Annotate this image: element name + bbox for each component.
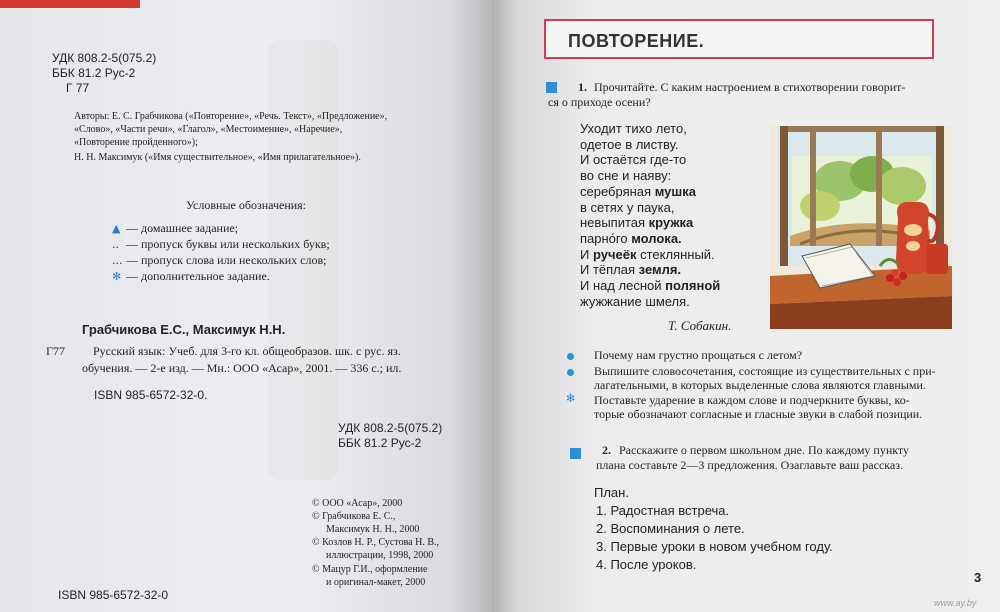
snowflake-icon: ✻ — [566, 392, 576, 405]
copyright-5: иллюстрации, 1998, 2000 — [326, 550, 434, 561]
triangle-icon: ▲ — [112, 222, 121, 235]
poem-text: серебряная — [580, 183, 655, 199]
poem-line — [580, 247, 720, 263]
authors-line-3: «Повторение пройденного»); — [74, 137, 198, 148]
biblio-line-2: обучения. — 2-е изд. — Мн.: ООО «Асар», 2001. — 336 с.; ил. — [82, 361, 402, 375]
question-3-line-2: торые обозначают согласные и гласные звуки в слабой позиции. — [594, 407, 923, 421]
g77-top: Г 77 — [66, 81, 90, 95]
legend-row-missing-word — [112, 253, 326, 268]
red-cover-edge — [0, 0, 140, 8]
udk-bottom: УДК 808.2-5(075.2) — [338, 421, 443, 435]
biblio-line-1: Русский язык: Учеб. для 3-го кл. общеобразов. шк. с рус. яз. — [93, 344, 401, 358]
snowflake-icon: ✻ — [112, 270, 122, 283]
copyright-1: © ООО «Асар», 2000 — [312, 498, 403, 509]
poem-highlighted-word: земля. — [638, 262, 682, 278]
left-page — [0, 0, 492, 612]
question-3-line-1: Поставьте ударение в каждом слове и подчеркните буквы, ко- — [594, 393, 910, 407]
autumn-window-illustration — [770, 126, 952, 329]
isbn-mid: ISBN 985-6572-32-0. — [94, 388, 208, 402]
plan-item-4: 4. После уроков. — [596, 557, 697, 572]
exercise-1-line-2: ся о приходе осени? — [548, 95, 651, 109]
poem-text: И остаётся где-то — [580, 152, 687, 168]
watermark: www.ay.by — [934, 598, 977, 608]
poem-line — [580, 262, 720, 278]
poem-text: одетое в листву. — [580, 136, 679, 152]
poem-highlighted-word: ручеёк — [592, 246, 637, 262]
legend-text: — дополнительное задание. — [126, 269, 270, 283]
exercise-1-number: 1. — [578, 80, 587, 94]
legend-row-extra-task — [112, 269, 270, 284]
section-title-box — [544, 19, 934, 59]
bullet-dot-icon — [567, 353, 574, 360]
poem-text: во сне и наяву: — [580, 168, 672, 184]
legend-text: — пропуск слова или нескольких слов; — [126, 253, 327, 267]
poem-text: Уходит тихо лето, — [580, 121, 687, 136]
poem-text: И тёплая — [580, 262, 639, 278]
legend-text: — домашнее задание; — [126, 221, 239, 235]
legend-text: — пропуск буквы или нескольких букв; — [126, 237, 330, 251]
poem-line — [580, 200, 720, 216]
exercise-square-icon — [546, 82, 557, 93]
legend-row-homework — [112, 221, 238, 236]
exercise-square-icon — [570, 448, 581, 459]
triple-dot-icon: ... — [112, 254, 123, 267]
exercise-2-number: 2. — [602, 443, 611, 457]
copyright-2: © Грабчикова Е. С., — [312, 511, 396, 522]
poem-text: И — [580, 246, 593, 262]
poem-highlighted-word: мушка — [654, 183, 696, 199]
authors-line-2: «Слово», «Части речи», «Глагол», «Местоимение», «Наречие», — [74, 124, 343, 135]
poem-text: парно́го — [580, 230, 632, 246]
exercise-2-line-2: плана составьте 2—3 предложения. Озаглавьте ваш рассказ. — [596, 458, 903, 472]
page-number: 3 — [974, 570, 982, 585]
bullet-dot-icon — [567, 369, 574, 376]
authors-line-1: Авторы: Е. С. Грабчикова («Повторение», «Речь. Текст», «Предложение», — [74, 111, 388, 122]
exercise-2-line-1: Расскажите о первом школьном дне. По каждому пункту — [619, 443, 910, 457]
legend-row-missing-letter — [112, 237, 330, 252]
poem-text: невыпитая — [580, 215, 649, 231]
poem — [580, 121, 720, 309]
legend-title: Условные обозначения: — [186, 198, 307, 212]
bbk-top: ББК 81.2 Рус-2 — [52, 66, 136, 80]
copyright-6: © Мацур Г.И., оформление — [312, 564, 428, 575]
poem-line — [580, 168, 720, 184]
poem-line — [580, 121, 720, 137]
poem-line — [580, 231, 720, 247]
exercise-1-line-1: Прочитайте. С каким настроением в стихотворении говорит- — [594, 80, 906, 94]
poem-line — [580, 184, 720, 200]
poem-text: И над лесной — [580, 278, 666, 294]
isbn-bottom: ISBN 985-6572-32-0 — [58, 588, 169, 602]
copyright-3: Максимук Н. Н., 2000 — [326, 524, 420, 535]
poem-author: Т. Собакин. — [668, 318, 732, 333]
poem-line — [580, 278, 720, 294]
double-dot-icon: .. — [112, 238, 119, 251]
question-2-line-1: Выпишите словосочетания, состоящие из существительных с при- — [594, 364, 936, 378]
poem-line — [580, 294, 720, 310]
question-1: Почему нам грустно прощаться с летом? — [594, 348, 803, 362]
poem-line — [580, 152, 720, 168]
biblio-code: Г77 — [46, 344, 65, 358]
poem-highlighted-word: молока. — [631, 230, 682, 246]
copyright-4: © Козлов Н. Р., Сустова Н. В., — [312, 537, 439, 548]
udk-top: УДК 808.2-5(075.2) — [52, 51, 157, 65]
plan-item-1: 1. Радостная встреча. — [596, 503, 730, 518]
poem-highlighted-word: кружка — [648, 215, 694, 231]
biblio-authors: Грабчикова Е.С., Максимук Н.Н. — [82, 322, 286, 337]
section-title: ПОВТОРЕНИЕ. — [568, 31, 705, 51]
copyright-7: и оригинал-макет, 2000 — [326, 577, 426, 588]
plan-item-2: 2. Воспоминания о лете. — [596, 521, 745, 536]
poem-highlighted-word: поляной — [665, 278, 721, 294]
authors-line-4: Н. Н. Максимук («Имя существительное», «Имя прилагательное»). — [74, 152, 361, 163]
poem-line — [580, 215, 720, 231]
plan-title: План. — [594, 485, 629, 500]
plan-item-3: 3. Первые уроки в новом учебном году. — [596, 539, 833, 554]
poem-text: в сетях у паука, — [580, 199, 675, 215]
poem-text: стеклянный. — [636, 246, 715, 262]
question-2-line-2: лагательными, в которых выделенные слова являются главными. — [594, 378, 926, 392]
poem-text: жужжание шмеля. — [580, 293, 690, 309]
bbk-bottom: ББК 81.2 Рус-2 — [338, 436, 422, 450]
poem-line — [580, 137, 720, 153]
